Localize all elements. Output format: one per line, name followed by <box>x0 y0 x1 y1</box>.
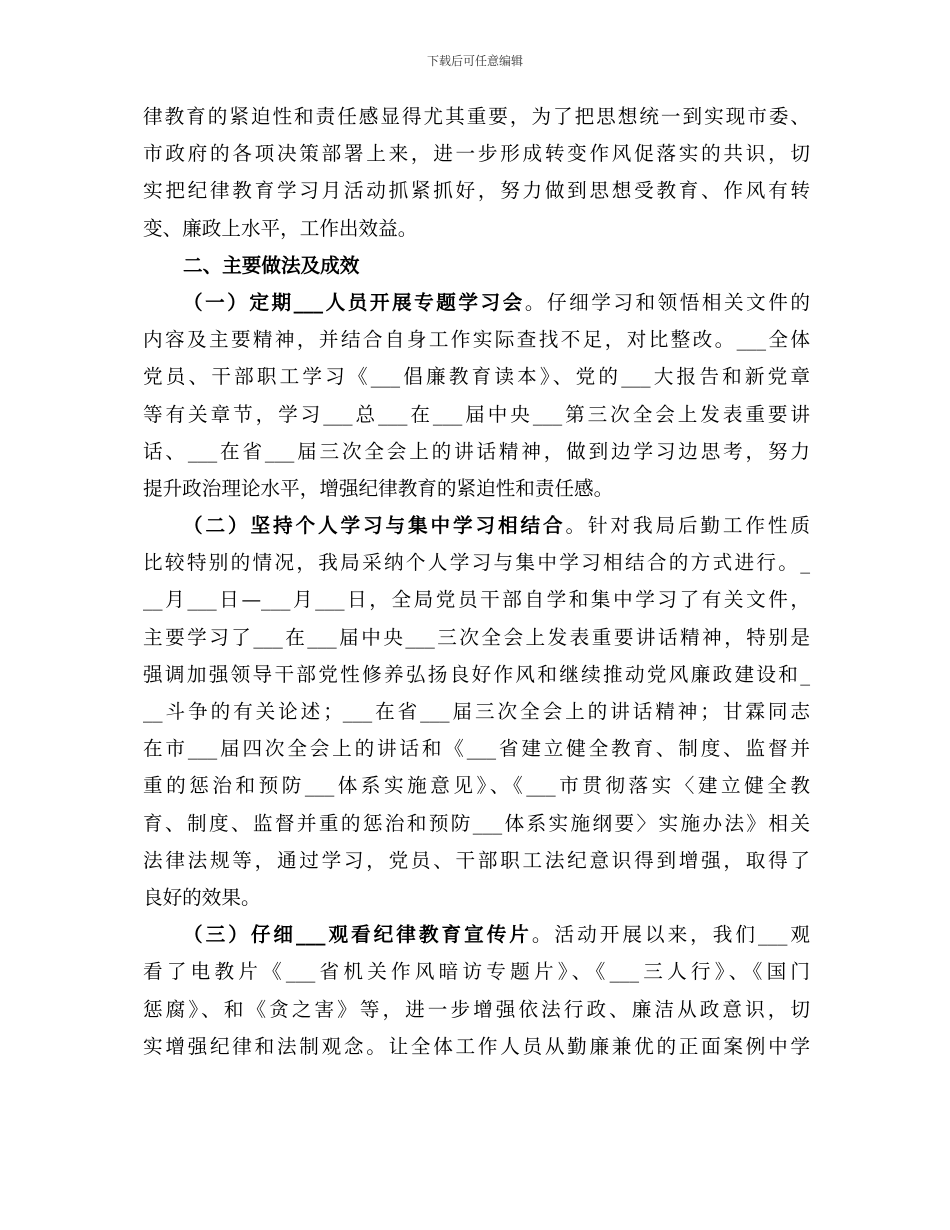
line-text: 内容及主要精神，并结合自身工作实际查找不足，对比整改。___全体 <box>143 328 810 352</box>
line-text: 强调加强领导干部党性修养弘扬良好作风和继续推动党风廉政建设和_ <box>143 662 810 686</box>
section-heading-text: 二、主要做法及成效 <box>183 253 360 277</box>
text-line <box>143 805 810 842</box>
text-line <box>143 730 810 767</box>
line-text: 惩腐》、和《贪之害》等，进一步增强依法行政、廉洁从政意识，切 <box>143 997 810 1021</box>
line-text: 良好的效果。 <box>143 885 261 909</box>
text-line <box>143 991 810 1028</box>
line-text: 市政府的各项决策部署上来，进一步形成转变作风促落实的共识，切 <box>143 142 810 166</box>
line-text: 看了电教片《___省机关作风暗访专题片》、《___三人行》、《国门 <box>143 960 810 984</box>
line-text: 话、___在省___届三次全会上的讲话精神，做到边学习边思考，努力 <box>143 439 810 463</box>
line-text: 重的惩治和预防___体系实施意见》、《___市贯彻落实〈建立健全教 <box>143 774 810 798</box>
text-line <box>143 433 810 470</box>
line-text: 党员、干部职工学习《___倡廉教育读本》、党的___大报告和新党章 <box>143 365 810 389</box>
text-line <box>143 1028 810 1065</box>
line-text: 主要学习了___在___届中央___三次全会上发表重要讲话精神，特别是 <box>143 625 810 649</box>
line-text: 。活动开展以来，我们___观 <box>531 923 811 947</box>
line-text: 等有关章节，学习___总___在___届中央___第三次全会上发表重要讲 <box>143 402 810 426</box>
text-line <box>143 767 810 804</box>
text-line <box>143 358 810 395</box>
line-text: 变、廉政上水平，工作出效益。 <box>143 216 418 240</box>
text-line <box>143 619 810 656</box>
text-line <box>143 544 810 581</box>
line-text: 律教育的紧迫性和责任感显得尤其重要，为了把思想统一到实现市委、 <box>143 105 810 128</box>
page-header: 下载后可任意编辑 <box>426 54 523 68</box>
text-line <box>143 916 810 953</box>
subsection-heading: （三）仔细___观看纪律教育宣传片 <box>183 923 532 947</box>
text-line <box>143 693 810 730</box>
line-text: 。仔细学习和领悟相关文件的 <box>524 290 811 314</box>
text-line <box>143 842 810 879</box>
subsection-heading: （一）定期___人员开展专题学习会 <box>183 290 525 314</box>
line-text: __月___日—___月___日，全局党员干部自学和集中学习了有关文件， <box>143 588 810 612</box>
text-line <box>143 284 810 321</box>
line-text: 实把纪律教育学习月活动抓紧抓好，努力做到思想受教育、作风有转 <box>143 179 810 203</box>
text-line <box>143 470 810 507</box>
text-line <box>143 98 810 135</box>
text-line <box>143 396 810 433</box>
text-line <box>143 135 810 172</box>
text-line <box>143 172 810 209</box>
line-text: 法律法规等，通过学习，党员、干部职工法纪意识得到增强，取得了 <box>143 848 810 872</box>
text-line <box>143 656 810 693</box>
document-body <box>143 98 810 1065</box>
line-text: 。针对我局后勤工作性质 <box>565 514 811 538</box>
line-text: 在市___届四次全会上的讲话和《___省建立健全教育、制度、监督并 <box>143 737 810 761</box>
text-line <box>143 321 810 358</box>
section-heading <box>143 247 810 284</box>
text-line <box>143 581 810 618</box>
line-text: __斗争的有关论述；___在省___届三次全会上的讲话精神；甘霖同志 <box>143 700 810 723</box>
line-text: 比较特别的情况，我局采纳个人学习与集中学习相结合的方式进行。_ <box>143 551 810 575</box>
text-line <box>143 879 810 916</box>
line-text: 实增强纪律和法制观念。让全体工作人员从勤廉兼优的正面案例中学 <box>143 1034 810 1058</box>
text-line <box>143 953 810 990</box>
text-line <box>143 210 810 247</box>
line-text: 育、制度、监督并重的惩治和预防___体系实施纲要〉实施办法》相关 <box>143 811 810 835</box>
subsection-heading: （二）坚持个人学习与集中学习相结合 <box>183 514 566 538</box>
text-line <box>143 507 810 544</box>
line-text: 提升政治理论水平，增强纪律教育的紧迫性和责任感。 <box>143 476 614 500</box>
